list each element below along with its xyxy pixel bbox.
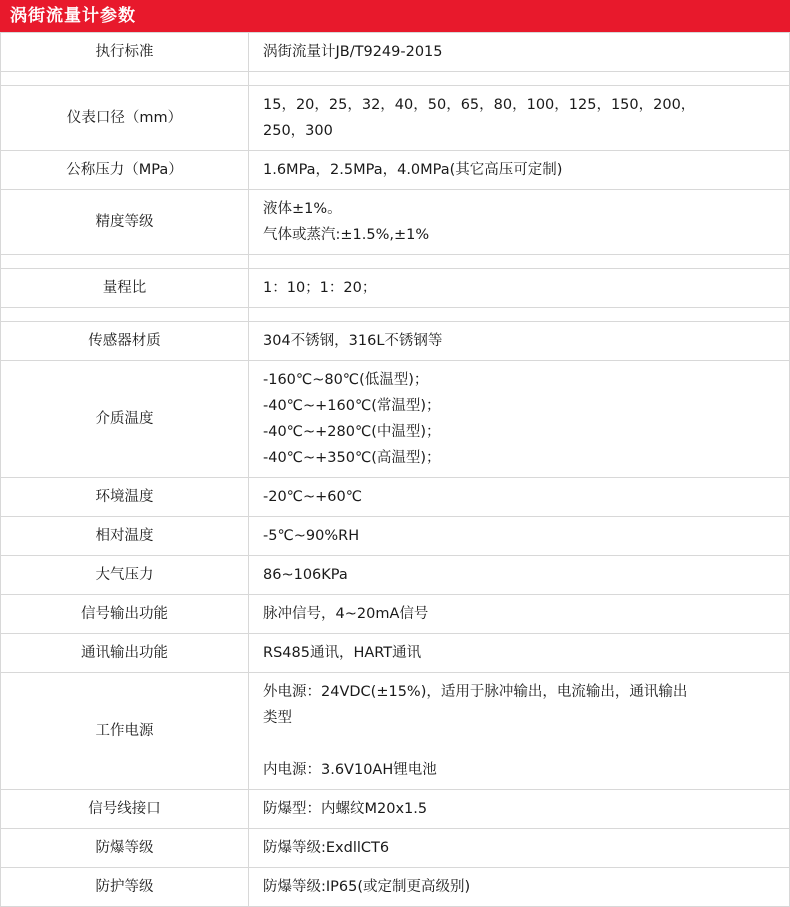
row-label: 传感器材质 — [1, 322, 249, 361]
row-value — [249, 790, 790, 829]
value-line: 内电源：3.6V10AH锂电池 — [263, 762, 437, 778]
value-line: 250，300 — [263, 123, 333, 139]
row-label: 工作电源 — [1, 673, 249, 790]
row-label: 通讯输出功能 — [1, 634, 249, 673]
table-row — [1, 269, 790, 308]
value-line-blank — [263, 731, 779, 757]
row-value — [249, 556, 790, 595]
row-value — [249, 322, 790, 361]
value-line: 15，20，25，32，40，50，65，80，100，125，150，200， — [263, 97, 696, 113]
value-line: 涡街流量计JB/T9249-2015 — [263, 44, 443, 60]
gap-cell-left — [1, 255, 249, 269]
row-label: 大气压力 — [1, 556, 249, 595]
table-row — [1, 673, 790, 790]
value-line: -5℃~90%RH — [263, 528, 360, 544]
row-label: 精度等级 — [1, 190, 249, 255]
row-value — [249, 151, 790, 190]
row-label: 仪表口径（mm） — [1, 86, 249, 151]
row-label: 环境温度 — [1, 478, 249, 517]
gap-cell-left — [1, 308, 249, 322]
table-row — [1, 190, 790, 255]
gap-cell-right — [249, 72, 790, 86]
value-line: 304不锈钢，316L不锈钢等 — [263, 333, 443, 349]
row-label: 相对温度 — [1, 517, 249, 556]
value-line: 1：10；1：20； — [263, 280, 377, 296]
row-value — [249, 673, 790, 790]
page-title: 涡街流量计参数 — [0, 0, 790, 32]
row-label: 介质温度 — [1, 361, 249, 478]
table-row — [1, 634, 790, 673]
value-line: 外电源：24VDC(±15%)，适用于脉冲输出，电流输出，通讯输出 — [263, 684, 688, 700]
value-line: 防爆等级:ExdllCT6 — [263, 840, 390, 856]
value-line: 类型 — [263, 710, 292, 726]
value-line: -40℃~+280℃(中温型)； — [263, 424, 441, 440]
row-value — [249, 829, 790, 868]
row-value — [249, 478, 790, 517]
value-line: -160℃~80℃(低温型)； — [263, 372, 429, 388]
row-value — [249, 33, 790, 72]
row-value — [249, 86, 790, 151]
row-label: 公称压力（MPa） — [1, 151, 249, 190]
value-line: 气体或蒸汽:±1.5%,±1% — [263, 227, 430, 243]
table-row — [1, 829, 790, 868]
value-line: 1.6MPa，2.5MPa，4.0MPa(其它高压可定制) — [263, 162, 563, 178]
table-row — [1, 595, 790, 634]
table-row — [1, 151, 790, 190]
value-line: -40℃~+160℃(常温型)； — [263, 398, 441, 414]
row-label: 防爆等级 — [1, 829, 249, 868]
row-gap — [1, 255, 790, 269]
row-label: 执行标准 — [1, 33, 249, 72]
row-value — [249, 361, 790, 478]
table-row — [1, 478, 790, 517]
table-row — [1, 361, 790, 478]
gap-cell-right — [249, 255, 790, 269]
row-gap — [1, 72, 790, 86]
row-value — [249, 868, 790, 907]
gap-cell-left — [1, 72, 249, 86]
gap-cell-right — [249, 308, 790, 322]
table-row — [1, 790, 790, 829]
value-line: 防爆等级:IP65(或定制更高级别) — [263, 879, 471, 895]
value-line: 86~106KPa — [263, 567, 348, 583]
row-label: 信号输出功能 — [1, 595, 249, 634]
specification-table — [0, 32, 790, 907]
table-row — [1, 517, 790, 556]
row-value — [249, 269, 790, 308]
table-row — [1, 86, 790, 151]
value-line: -20℃~+60℃ — [263, 489, 363, 505]
value-line: 脉冲信号，4~20mA信号 — [263, 606, 429, 622]
value-line: 防爆型：内螺纹M20x1.5 — [263, 801, 428, 817]
row-label: 信号线接口 — [1, 790, 249, 829]
value-line: -40℃~+350℃(高温型)； — [263, 450, 441, 466]
row-value — [249, 634, 790, 673]
value-line: 液体±1%。 — [263, 201, 342, 217]
table-row — [1, 556, 790, 595]
table-row — [1, 33, 790, 72]
row-value — [249, 517, 790, 556]
value-line: RS485通讯，HART通讯 — [263, 645, 422, 661]
table-row — [1, 868, 790, 907]
row-gap — [1, 308, 790, 322]
row-label: 防护等级 — [1, 868, 249, 907]
row-value — [249, 190, 790, 255]
table-row — [1, 322, 790, 361]
row-label: 量程比 — [1, 269, 249, 308]
row-value — [249, 595, 790, 634]
